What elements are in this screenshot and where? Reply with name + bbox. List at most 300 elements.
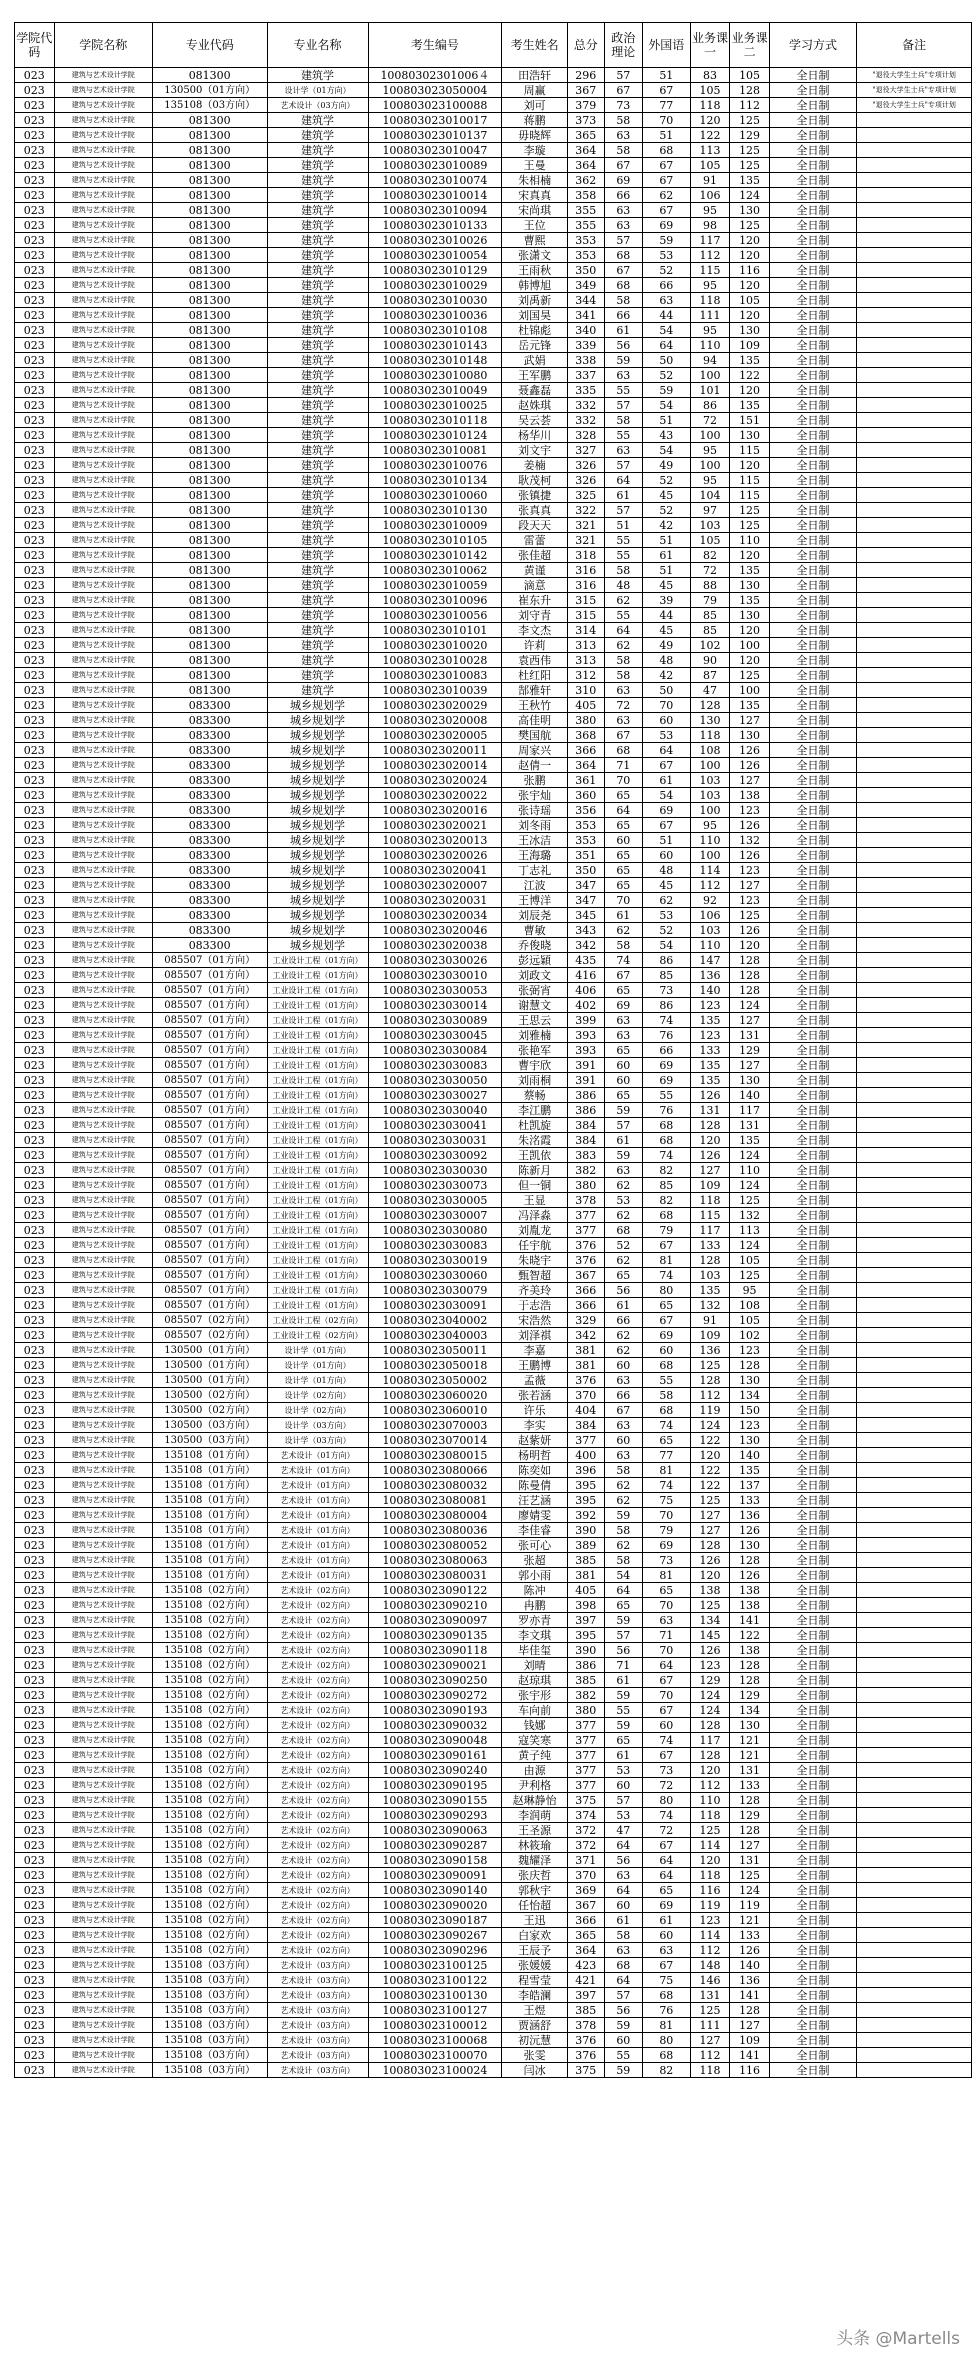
cell-student-name: 张镇捷: [502, 488, 568, 503]
cell-college-name: 建筑与艺术设计学院: [54, 1133, 152, 1148]
cell-total-score: 406: [567, 983, 604, 998]
cell-student-name: 尹利格: [502, 1778, 568, 1793]
cell-subject-one-score: 103: [690, 1268, 730, 1283]
cell-foreign-language-score: 80: [642, 1283, 690, 1298]
cell-college-name: 建筑与艺术设计学院: [54, 818, 152, 833]
table-row: [15, 1703, 972, 1718]
cell-college-code: 023: [15, 983, 55, 998]
cell-total-score: 396: [567, 1463, 604, 1478]
table-row: [15, 173, 972, 188]
cell-remark: [857, 953, 972, 968]
cell-major-code: 081300: [152, 623, 267, 638]
cell-subject-one-score: 95: [690, 818, 730, 833]
cell-subject-two-score: 141: [730, 1988, 770, 2003]
cell-major-code: 085507（01方向）: [152, 1088, 267, 1103]
cell-major-name: 建筑学: [267, 143, 368, 158]
cell-subject-two-score: 100: [730, 683, 770, 698]
cell-foreign-language-score: 63: [642, 1943, 690, 1958]
cell-student-name: 陈新月: [502, 1163, 568, 1178]
cell-student-name: 江波: [502, 878, 568, 893]
cell-subject-one-score: 135: [690, 1283, 730, 1298]
cell-total-score: 347: [567, 893, 604, 908]
cell-foreign-language-score: 67: [642, 758, 690, 773]
cell-major-name: 建筑学: [267, 293, 368, 308]
cell-major-code: 081300: [152, 323, 267, 338]
cell-major-code: 083300: [152, 743, 267, 758]
cell-remark: [857, 338, 972, 353]
cell-remark: [857, 1523, 972, 1538]
cell-subject-two-score: 130: [730, 1073, 770, 1088]
cell-college-name: 建筑与艺术设计学院: [54, 1253, 152, 1268]
cell-college-code: 023: [15, 1808, 55, 1823]
cell-subject-two-score: 130: [730, 323, 770, 338]
cell-major-name: 建筑学: [267, 548, 368, 563]
table-row: [15, 248, 972, 263]
cell-college-name: 建筑与艺术设计学院: [54, 1178, 152, 1193]
cell-college-name: 建筑与艺术设计学院: [54, 338, 152, 353]
cell-subject-one-score: 109: [690, 1328, 730, 1343]
cell-subject-two-score: 128: [730, 968, 770, 983]
cell-major-code: 083300: [152, 698, 267, 713]
cell-major-name: 建筑学: [267, 533, 368, 548]
cell-student-name: 车向前: [502, 1703, 568, 1718]
cell-college-code: 023: [15, 218, 55, 233]
cell-student-name: 王曼: [502, 158, 568, 173]
cell-exam-id: 100803023010081: [368, 443, 502, 458]
cell-total-score: 335: [567, 383, 604, 398]
cell-study-mode: 全日制: [769, 128, 856, 143]
cell-foreign-language-score: 70: [642, 698, 690, 713]
cell-politics-score: 68: [604, 743, 642, 758]
cell-study-mode: 全日制: [769, 428, 856, 443]
cell-major-name: 艺术设计（01方向）: [267, 1493, 368, 1508]
cell-major-name: 工业设计工程（01方向）: [267, 1058, 368, 1073]
cell-subject-one-score: 128: [690, 1373, 730, 1388]
cell-study-mode: 全日制: [769, 1418, 856, 1433]
cell-study-mode: 全日制: [769, 188, 856, 203]
cell-college-code: 023: [15, 1793, 55, 1808]
cell-major-name: 艺术设计（02方向）: [267, 1913, 368, 1928]
cell-student-name: 刘雨桐: [502, 1073, 568, 1088]
table-row: [15, 848, 972, 863]
cell-total-score: 377: [567, 1733, 604, 1748]
cell-college-code: 023: [15, 2018, 55, 2033]
cell-student-name: 赵倩一: [502, 758, 568, 773]
cell-politics-score: 55: [604, 1703, 642, 1718]
cell-major-code: 081300: [152, 458, 267, 473]
cell-total-score: 377: [567, 1433, 604, 1448]
cell-politics-score: 63: [604, 368, 642, 383]
table-row: [15, 443, 972, 458]
cell-college-name: 建筑与艺术设计学院: [54, 1838, 152, 1853]
cell-subject-one-score: 126: [690, 1553, 730, 1568]
cell-study-mode: 全日制: [769, 1133, 856, 1148]
cell-foreign-language-score: 69: [642, 218, 690, 233]
cell-student-name: 刘雅楠: [502, 1028, 568, 1043]
cell-major-code: 135108（02方向）: [152, 1658, 267, 1673]
cell-subject-two-score: 130: [730, 1373, 770, 1388]
cell-remark: [857, 1088, 972, 1103]
cell-politics-score: 67: [604, 728, 642, 743]
cell-total-score: 343: [567, 923, 604, 938]
table-row: [15, 1673, 972, 1688]
cell-major-name: 工业设计工程（01方向）: [267, 1103, 368, 1118]
cell-major-name: 建筑学: [267, 158, 368, 173]
cell-college-name: 建筑与艺术设计学院: [54, 1808, 152, 1823]
cell-college-code: 023: [15, 758, 55, 773]
cell-total-score: 423: [567, 1958, 604, 1973]
cell-foreign-language-score: 65: [642, 1883, 690, 1898]
cell-remark: [857, 383, 972, 398]
table-row: [15, 473, 972, 488]
cell-politics-score: 55: [604, 2048, 642, 2063]
cell-college-code: 023: [15, 1388, 55, 1403]
table-row: [15, 668, 972, 683]
cell-subject-one-score: 95: [690, 278, 730, 293]
cell-major-name: 工业设计工程（01方向）: [267, 1193, 368, 1208]
cell-subject-two-score: 126: [730, 1943, 770, 1958]
cell-subject-one-score: 101: [690, 383, 730, 398]
cell-college-name: 建筑与艺术设计学院: [54, 203, 152, 218]
cell-subject-one-score: 110: [690, 938, 730, 953]
cell-major-code: 135108（02方向）: [152, 1643, 267, 1658]
cell-study-mode: 全日制: [769, 1088, 856, 1103]
cell-college-name: 建筑与艺术设计学院: [54, 1298, 152, 1313]
cell-study-mode: 全日制: [769, 1223, 856, 1238]
cell-subject-two-score: 130: [730, 578, 770, 593]
cell-total-score: 397: [567, 1988, 604, 2003]
table-row: [15, 1493, 972, 1508]
cell-foreign-language-score: 73: [642, 1553, 690, 1568]
cell-total-score: 366: [567, 1298, 604, 1313]
cell-exam-id: 100803023020021: [368, 818, 502, 833]
cell-subject-one-score: 85: [690, 608, 730, 623]
cell-exam-id: 100803023040002: [368, 1313, 502, 1328]
cell-major-name: 建筑学: [267, 428, 368, 443]
table-row: [15, 818, 972, 833]
cell-remark: [857, 578, 972, 593]
cell-student-name: 李江鹏: [502, 1103, 568, 1118]
cell-study-mode: 全日制: [769, 863, 856, 878]
table-row: [15, 2048, 972, 2063]
cell-foreign-language-score: 52: [642, 473, 690, 488]
cell-college-name: 建筑与艺术设计学院: [54, 773, 152, 788]
cell-college-name: 建筑与艺术设计学院: [54, 1448, 152, 1463]
cell-politics-score: 55: [604, 608, 642, 623]
cell-student-name: 朱晓宇: [502, 1253, 568, 1268]
cell-subject-two-score: 151: [730, 413, 770, 428]
cell-major-name: 建筑学: [267, 443, 368, 458]
cell-foreign-language-score: 70: [642, 1688, 690, 1703]
cell-major-code: 135108（01方向）: [152, 1448, 267, 1463]
cell-student-name: 刘守青: [502, 608, 568, 623]
cell-remark: [857, 188, 972, 203]
cell-subject-two-score: 125: [730, 218, 770, 233]
cell-major-name: 艺术设计（02方向）: [267, 1898, 368, 1913]
cell-total-score: 377: [567, 1718, 604, 1733]
cell-exam-id: 100803023010025: [368, 398, 502, 413]
cell-major-code: 081300: [152, 203, 267, 218]
cell-major-code: 081300: [152, 68, 267, 83]
table-row: [15, 1688, 972, 1703]
cell-total-score: 318: [567, 548, 604, 563]
cell-college-code: 023: [15, 1313, 55, 1328]
cell-subject-two-score: 121: [730, 1748, 770, 1763]
cell-remark: [857, 503, 972, 518]
cell-exam-id: 100803023060010: [368, 1403, 502, 1418]
cell-college-code: 023: [15, 1013, 55, 1028]
table-row: [15, 1268, 972, 1283]
cell-foreign-language-score: 76: [642, 1028, 690, 1043]
cell-major-code: 135108（02方向）: [152, 1613, 267, 1628]
cell-subject-one-score: 128: [690, 698, 730, 713]
cell-study-mode: 全日制: [769, 98, 856, 113]
cell-college-name: 建筑与艺术设计学院: [54, 713, 152, 728]
cell-study-mode: 全日制: [769, 353, 856, 368]
cell-total-score: 393: [567, 1028, 604, 1043]
cell-subject-one-score: 119: [690, 1898, 730, 1913]
cell-college-code: 023: [15, 833, 55, 848]
cell-study-mode: 全日制: [769, 623, 856, 638]
cell-subject-two-score: 122: [730, 368, 770, 383]
cell-exam-id: 100803023090240: [368, 1763, 502, 1778]
cell-subject-two-score: 126: [730, 848, 770, 863]
cell-subject-one-score: 135: [690, 1058, 730, 1073]
cell-subject-one-score: 95: [690, 203, 730, 218]
cell-politics-score: 64: [604, 623, 642, 638]
cell-subject-two-score: 123: [730, 1343, 770, 1358]
cell-remark: [857, 1508, 972, 1523]
cell-subject-two-score: 123: [730, 893, 770, 908]
cell-total-score: 353: [567, 248, 604, 263]
table-row: [15, 968, 972, 983]
cell-remark: [857, 1433, 972, 1448]
cell-college-code: 023: [15, 1658, 55, 1673]
cell-college-code: 023: [15, 518, 55, 533]
table-row: [15, 758, 972, 773]
cell-exam-id: 100803023010026: [368, 233, 502, 248]
cell-total-score: 344: [567, 293, 604, 308]
cell-remark: [857, 518, 972, 533]
cell-college-code: 023: [15, 638, 55, 653]
cell-subject-one-score: 125: [690, 1823, 730, 1838]
cell-college-name: 建筑与艺术设计学院: [54, 68, 152, 83]
cell-subject-one-score: 100: [690, 368, 730, 383]
cell-subject-two-score: 140: [730, 1958, 770, 1973]
table-row: [15, 263, 972, 278]
cell-study-mode: 全日制: [769, 1553, 856, 1568]
table-row: [15, 1613, 972, 1628]
cell-major-code: 081300: [152, 218, 267, 233]
cell-major-code: 135108（02方向）: [152, 1748, 267, 1763]
cell-remark: [857, 278, 972, 293]
cell-total-score: 435: [567, 953, 604, 968]
table-row: [15, 83, 972, 98]
cell-subject-two-score: 132: [730, 833, 770, 848]
cell-subject-one-score: 112: [690, 1778, 730, 1793]
cell-foreign-language-score: 67: [642, 1238, 690, 1253]
cell-major-code: 130500（01方向）: [152, 83, 267, 98]
cell-major-name: 建筑学: [267, 668, 368, 683]
cell-remark: [857, 128, 972, 143]
cell-remark: [857, 1673, 972, 1688]
table-row: [15, 1418, 972, 1433]
cell-politics-score: 73: [604, 98, 642, 113]
cell-remark: [857, 1118, 972, 1133]
cell-subject-two-score: 130: [730, 728, 770, 743]
cell-college-name: 建筑与艺术设计学院: [54, 443, 152, 458]
table-row: [15, 1328, 972, 1343]
cell-exam-id: 100803023030053: [368, 983, 502, 998]
cell-remark: [857, 908, 972, 923]
cell-study-mode: 全日制: [769, 1073, 856, 1088]
cell-exam-id: 100803023020026: [368, 848, 502, 863]
cell-study-mode: 全日制: [769, 818, 856, 833]
cell-college-code: 023: [15, 1748, 55, 1763]
cell-subject-one-score: 126: [690, 1088, 730, 1103]
cell-exam-id: 100803023030041: [368, 1118, 502, 1133]
cell-subject-two-score: 131: [730, 1763, 770, 1778]
cell-exam-id: 100803023030080: [368, 1223, 502, 1238]
cell-study-mode: 全日制: [769, 1598, 856, 1613]
cell-foreign-language-score: 67: [642, 1313, 690, 1328]
cell-study-mode: 全日制: [769, 1178, 856, 1193]
table-row: [15, 1343, 972, 1358]
cell-remark: [857, 1013, 972, 1028]
cell-total-score: 373: [567, 113, 604, 128]
cell-college-code: 023: [15, 1583, 55, 1598]
cell-college-code: 023: [15, 1778, 55, 1793]
cell-politics-score: 64: [604, 1583, 642, 1598]
cell-foreign-language-score: 79: [642, 1223, 690, 1238]
cell-subject-one-score: 111: [690, 2018, 730, 2033]
cell-college-name: 建筑与艺术设计学院: [54, 953, 152, 968]
cell-subject-two-score: 125: [730, 503, 770, 518]
cell-foreign-language-score: 81: [642, 1568, 690, 1583]
cell-college-name: 建筑与艺术设计学院: [54, 1238, 152, 1253]
cell-college-code: 023: [15, 1553, 55, 1568]
cell-subject-two-score: 102: [730, 1328, 770, 1343]
header-college-name: 学院名称: [54, 23, 152, 68]
cell-subject-one-score: 92: [690, 893, 730, 908]
cell-study-mode: 全日制: [769, 878, 856, 893]
cell-study-mode: 全日制: [769, 743, 856, 758]
cell-subject-two-score: 128: [730, 1673, 770, 1688]
cell-study-mode: 全日制: [769, 1013, 856, 1028]
cell-exam-id: 100803023010134: [368, 473, 502, 488]
cell-politics-score: 58: [604, 653, 642, 668]
cell-exam-id: 100803023010014: [368, 188, 502, 203]
cell-college-name: 建筑与艺术设计学院: [54, 593, 152, 608]
table-row: [15, 368, 972, 383]
cell-major-name: 工业设计工程（01方向）: [267, 953, 368, 968]
cell-politics-score: 58: [604, 413, 642, 428]
cell-major-name: 建筑学: [267, 503, 368, 518]
cell-major-code: 085507（01方向）: [152, 1268, 267, 1283]
cell-college-name: 建筑与艺术设计学院: [54, 323, 152, 338]
table-row: [15, 1118, 972, 1133]
cell-college-name: 建筑与艺术设计学院: [54, 1553, 152, 1568]
table-row: [15, 1433, 972, 1448]
cell-study-mode: 全日制: [769, 1043, 856, 1058]
cell-subject-one-score: 136: [690, 968, 730, 983]
cell-exam-id: 100803023030010: [368, 968, 502, 983]
cell-study-mode: 全日制: [769, 593, 856, 608]
cell-remark: [857, 1268, 972, 1283]
cell-student-name: 高佳明: [502, 713, 568, 728]
cell-study-mode: 全日制: [769, 1943, 856, 1958]
cell-subject-two-score: 126: [730, 923, 770, 938]
cell-subject-two-score: 120: [730, 278, 770, 293]
cell-major-code: 085507（01方向）: [152, 1043, 267, 1058]
cell-major-code: 135108（03方向）: [152, 1988, 267, 2003]
cell-total-score: 347: [567, 878, 604, 893]
cell-college-name: 建筑与艺术设计学院: [54, 1778, 152, 1793]
cell-remark: "退役大学生士兵"专项计划: [857, 68, 972, 83]
cell-major-code: 081300: [152, 188, 267, 203]
cell-college-name: 建筑与艺术设计学院: [54, 1028, 152, 1043]
table-row: [15, 1103, 972, 1118]
cell-major-code: 135108（01方向）: [152, 1523, 267, 1538]
cell-politics-score: 60: [604, 1898, 642, 1913]
cell-subject-one-score: 136: [690, 1343, 730, 1358]
cell-major-code: 135108（01方向）: [152, 1553, 267, 1568]
header-college-code: 学院代码: [15, 23, 55, 68]
table-row: [15, 773, 972, 788]
cell-remark: [857, 983, 972, 998]
cell-college-code: 023: [15, 533, 55, 548]
cell-exam-id: 100803023090272: [368, 1688, 502, 1703]
cell-total-score: 372: [567, 1823, 604, 1838]
cell-politics-score: 59: [604, 2063, 642, 2078]
cell-subject-one-score: 122: [690, 1463, 730, 1478]
cell-study-mode: 全日制: [769, 218, 856, 233]
cell-remark: [857, 458, 972, 473]
cell-study-mode: 全日制: [769, 1538, 856, 1553]
cell-subject-two-score: 122: [730, 1628, 770, 1643]
cell-subject-one-score: 88: [690, 578, 730, 593]
cell-exam-id: 100803023010129: [368, 263, 502, 278]
table-row: [15, 1028, 972, 1043]
cell-major-name: 工业设计工程（02方向）: [267, 1313, 368, 1328]
cell-student-name: 张佳超: [502, 548, 568, 563]
cell-exam-id: 100803023090187: [368, 1913, 502, 1928]
cell-exam-id: 100803023010036: [368, 308, 502, 323]
cell-total-score: 383: [567, 1148, 604, 1163]
table-row: [15, 353, 972, 368]
cell-remark: [857, 398, 972, 413]
cell-study-mode: 全日制: [769, 1793, 856, 1808]
cell-exam-id: 100803023100125: [368, 1958, 502, 1973]
cell-college-name: 建筑与艺术设计学院: [54, 1073, 152, 1088]
cell-subject-two-score: 120: [730, 248, 770, 263]
cell-total-score: 370: [567, 1868, 604, 1883]
cell-exam-id: 100803023090267: [368, 1928, 502, 1943]
cell-subject-two-score: 133: [730, 1928, 770, 1943]
cell-subject-one-score: 134: [690, 1613, 730, 1628]
cell-politics-score: 63: [604, 1013, 642, 1028]
table-row: [15, 923, 972, 938]
cell-remark: [857, 728, 972, 743]
table-row: [15, 1193, 972, 1208]
cell-foreign-language-score: 53: [642, 248, 690, 263]
cell-college-name: 建筑与艺术设计学院: [54, 248, 152, 263]
cell-college-code: 023: [15, 83, 55, 98]
cell-exam-id: 100803023090140: [368, 1883, 502, 1898]
cell-remark: [857, 878, 972, 893]
cell-major-code: 081300: [152, 428, 267, 443]
cell-college-name: 建筑与艺术设计学院: [54, 1118, 152, 1133]
